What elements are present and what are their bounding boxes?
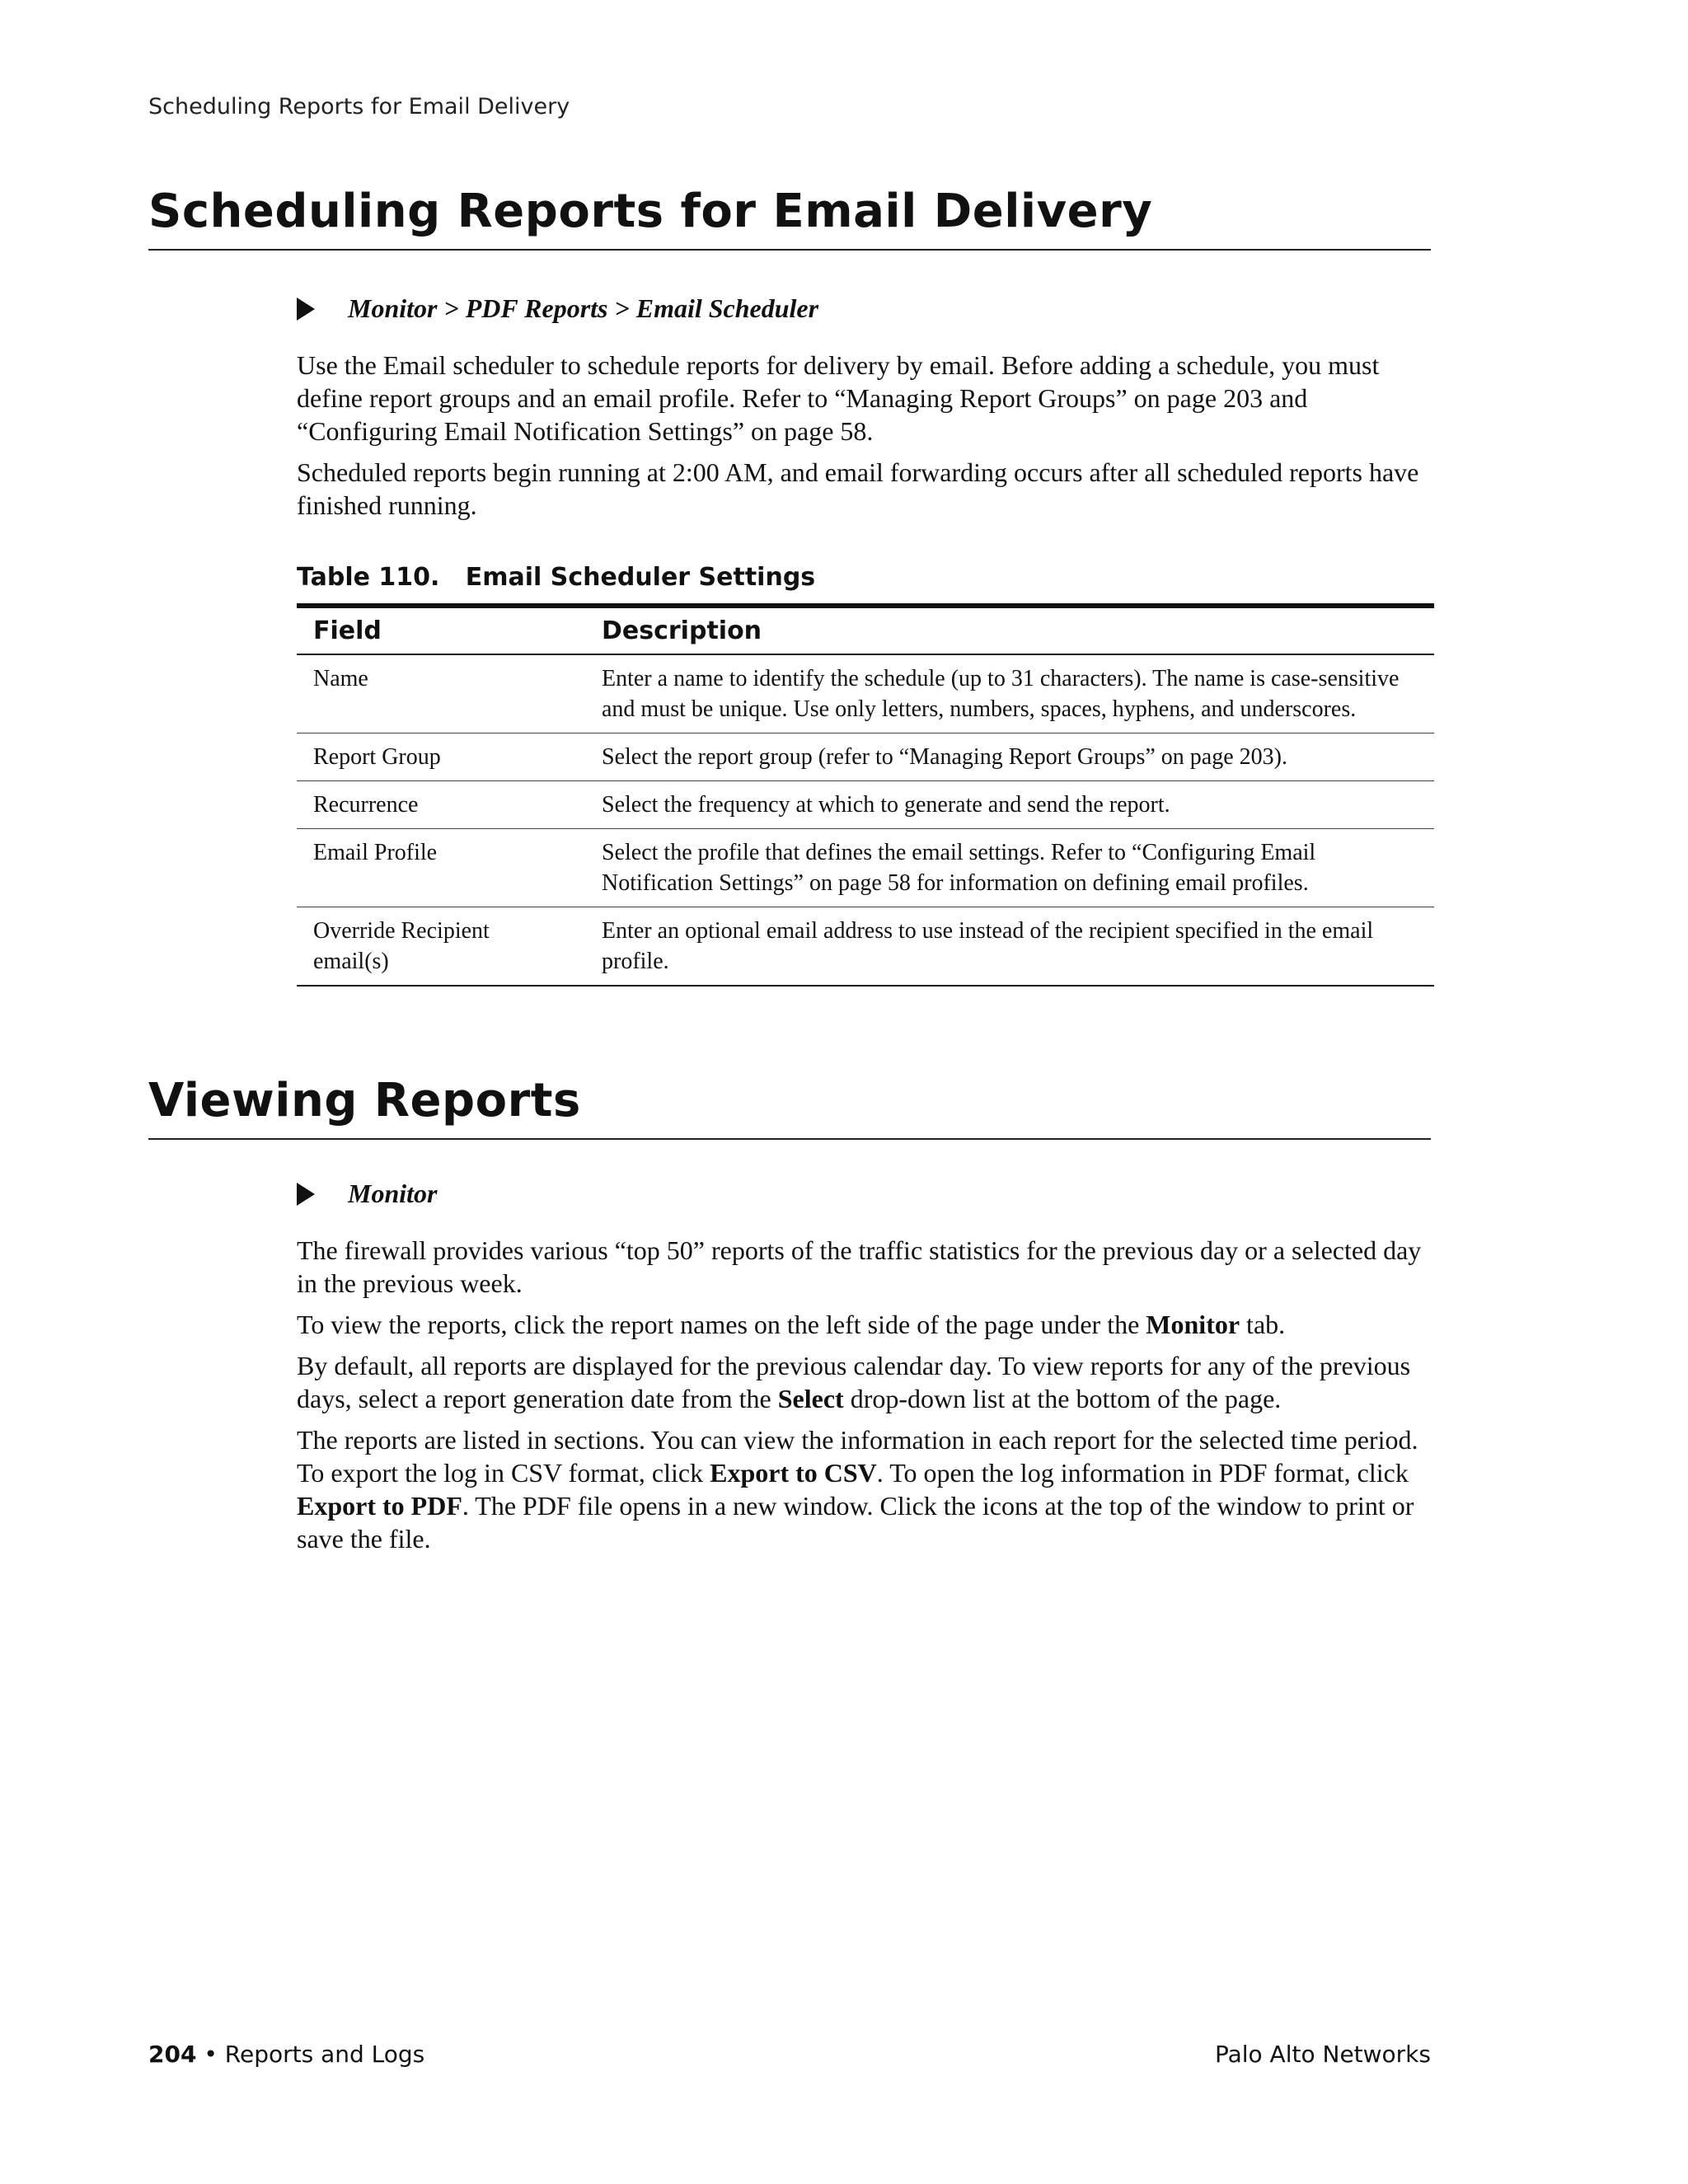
settings-table bbox=[297, 603, 1434, 987]
table-row bbox=[297, 733, 1434, 781]
nav-path-text: Monitor bbox=[348, 1179, 438, 1208]
field-cell: Recurrence bbox=[297, 781, 585, 829]
column-header: Field bbox=[297, 606, 585, 654]
table-row bbox=[297, 781, 1434, 829]
field-cell: Name bbox=[297, 654, 585, 733]
paragraph: Scheduled reports begin running at 2:00 AM, and email forwarding occurs after all scheduled reports have finished running. bbox=[297, 457, 1419, 520]
page-number: 204 bbox=[148, 2041, 197, 2068]
column-header: Description bbox=[585, 606, 1434, 654]
section1-body bbox=[297, 293, 1434, 987]
nav-path-text: Monitor > PDF Reports > Email Scheduler bbox=[348, 293, 819, 323]
section-title-scheduling: Scheduling Reports for Email Delivery bbox=[148, 186, 1431, 251]
triangle-bullet-icon bbox=[297, 298, 315, 321]
description-cell: Enter a name to identify the schedule (up to 31 characters). The name is case-sensitive and must be unique. Use only letters, numbers, spaces, hyphens, and underscores. bbox=[585, 654, 1434, 733]
nav-path bbox=[297, 1179, 1434, 1209]
paragraph: To view the reports, click the report names on the left side of the page under the Monitor tab. bbox=[297, 1310, 1286, 1339]
table-row bbox=[297, 654, 1434, 733]
table-row bbox=[297, 907, 1434, 987]
paragraph: By default, all reports are displayed for the previous calendar day. To view reports for any of the previous days, select a report generation date from the Select drop-down list at the bottom of the page. bbox=[297, 1351, 1411, 1413]
table-header-row bbox=[297, 606, 1434, 654]
section-title-viewing-reports: Viewing Reports bbox=[148, 1076, 1431, 1140]
description-cell: Select the frequency at which to generate and send the report. bbox=[585, 781, 1434, 829]
footer-section: • Reports and Logs bbox=[196, 2041, 425, 2068]
ui-term-export-pdf: Export to PDF bbox=[297, 1491, 462, 1521]
footer-company: Palo Alto Networks bbox=[1214, 2041, 1431, 2068]
ui-term-export-csv: Export to CSV bbox=[710, 1458, 877, 1488]
field-cell: Email Profile bbox=[297, 829, 585, 907]
footer-left bbox=[148, 2041, 424, 2068]
description-cell: Select the report group (refer to “Managing Report Groups” on page 203). bbox=[585, 733, 1434, 781]
description-cell: Select the profile that defines the email settings. Refer to “Configuring Email Notification Settings” on page 58 for information on defining email profiles. bbox=[585, 829, 1434, 907]
description-cell: Enter an optional email address to use instead of the recipient specified in the email profile. bbox=[585, 907, 1434, 987]
field-cell: Override Recipient email(s) bbox=[297, 907, 585, 987]
paragraph: Use the Email scheduler to schedule reports for delivery by email. Before adding a schedule, you must define report groups and an email profile. Refer to “Managing Report Groups” on page 203 and “Configuring Email Notification Settings” on page 58. bbox=[297, 350, 1380, 446]
nav-path bbox=[297, 293, 1434, 324]
triangle-bullet-icon bbox=[297, 1183, 315, 1206]
field-cell: Report Group bbox=[297, 733, 585, 781]
ui-term-monitor: Monitor bbox=[1146, 1310, 1240, 1339]
table-row bbox=[297, 829, 1434, 907]
paragraph: The reports are listed in sections. You can view the information in each report for the selected time period. To export the log in CSV format, click Export to CSV. To open the log information in PDF format, click Export to PDF. The PDF file opens in a new window. Click the icons at the top of the window to print or save the file. bbox=[297, 1425, 1418, 1554]
table-caption: Table 110. Email Scheduler Settings bbox=[297, 563, 816, 592]
running-header: Scheduling Reports for Email Delivery bbox=[148, 94, 570, 120]
section2-body bbox=[297, 1179, 1434, 1563]
paragraph: The firewall provides various “top 50” reports of the traffic statistics for the previous day or a selected day in the previous week. bbox=[297, 1235, 1422, 1298]
ui-term-select: Select bbox=[777, 1384, 844, 1413]
